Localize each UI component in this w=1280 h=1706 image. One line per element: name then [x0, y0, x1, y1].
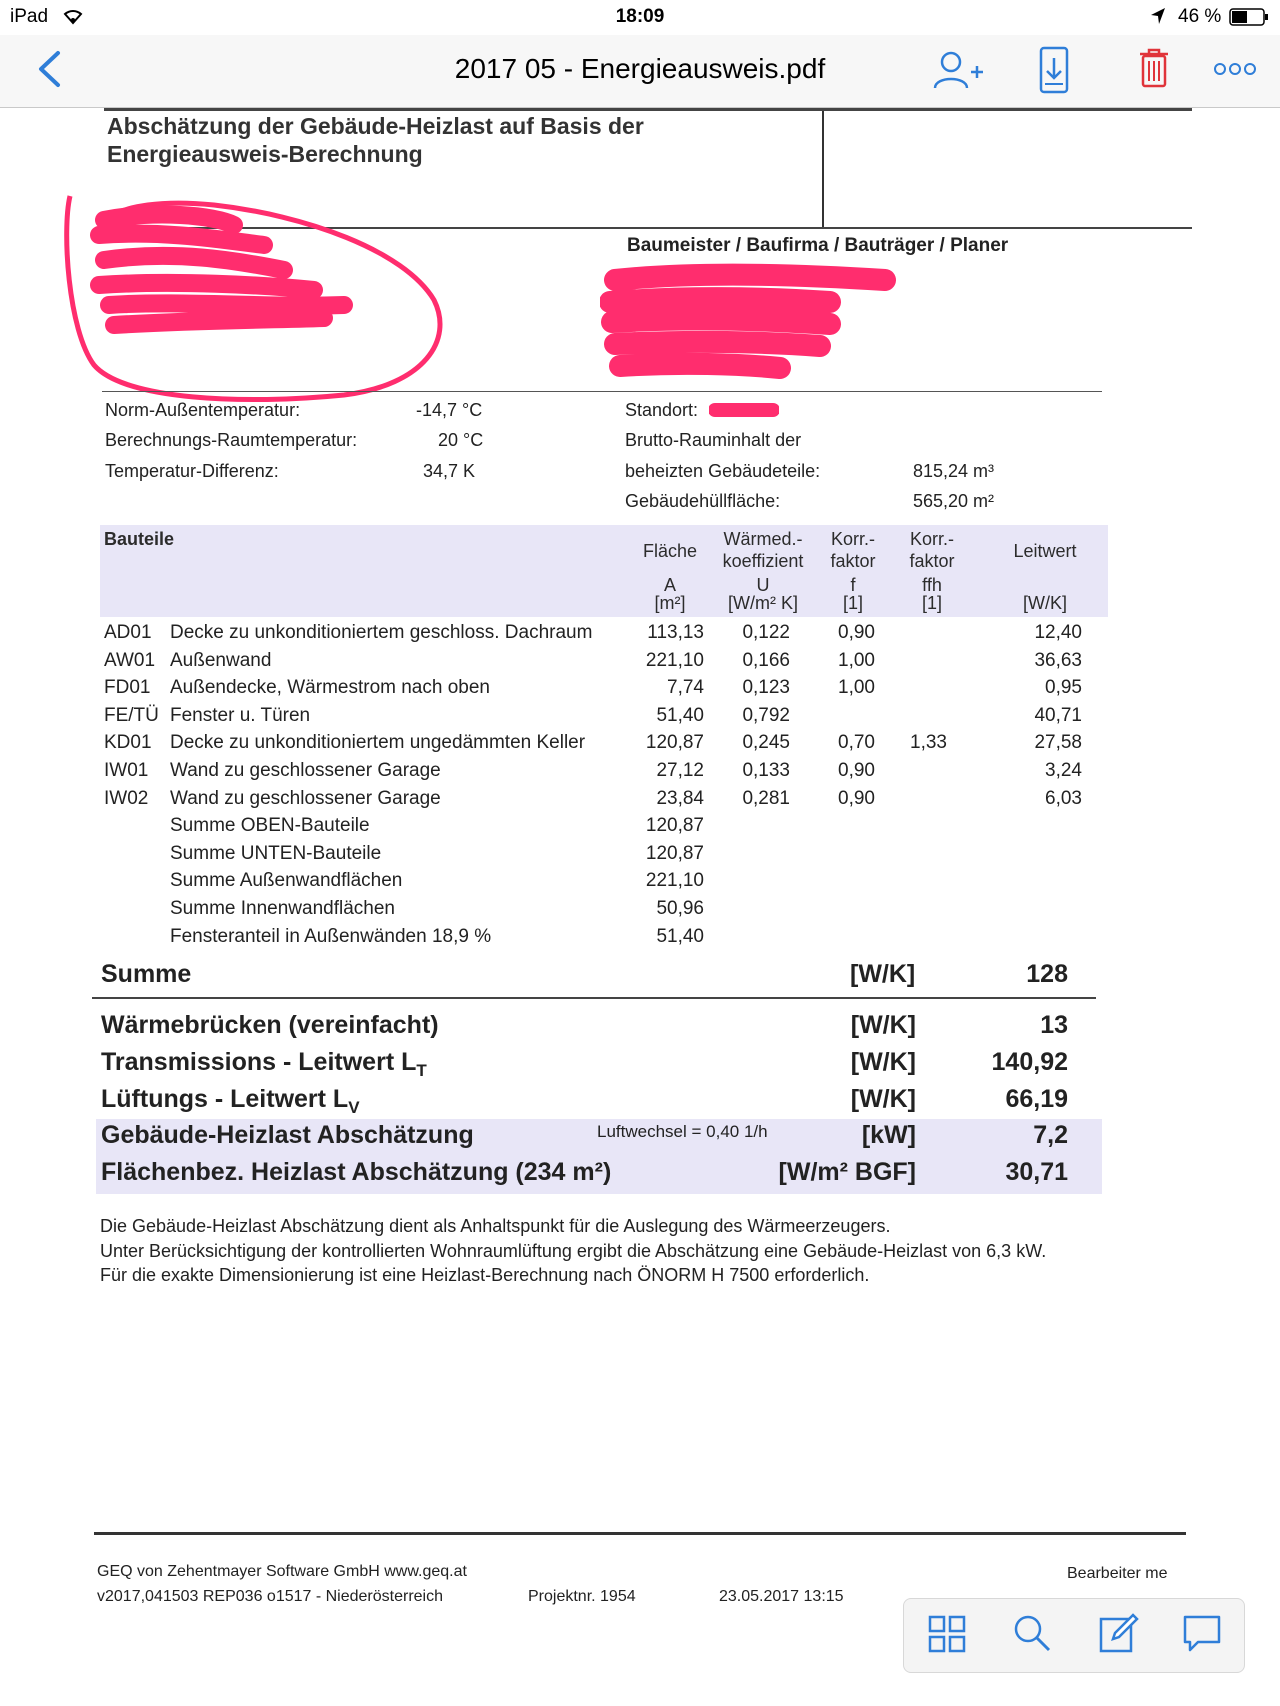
params-rule: [102, 391, 1102, 392]
cell-u: 0,133: [742, 760, 790, 781]
result-label-text: Gebäude-Heizlast Abschätzung: [101, 1121, 474, 1149]
cell-ffh: 1,33: [910, 732, 947, 754]
summe-unit: [W/K]: [850, 960, 916, 988]
table-row: [104, 898, 1104, 924]
battery-icon: [1229, 8, 1269, 31]
result-label-text: Wärmebrücken (vereinfacht): [101, 1011, 439, 1039]
annotate-edit-icon[interactable]: [1099, 1611, 1139, 1658]
cell-u: 0,166: [742, 649, 790, 671]
th-flaeche-sym: A: [663, 575, 676, 595]
cell-l: 12,40: [1034, 622, 1082, 643]
result-label: [101, 1011, 439, 1040]
result-label: [101, 1158, 611, 1187]
th-korr2-2: faktor: [909, 551, 955, 571]
cell-a: 7,74: [667, 677, 704, 699]
table-row: [104, 650, 1104, 676]
luftwechsel: Luftwechsel = 0,40 1/h: [597, 1122, 768, 1141]
param-label-diff: Temperatur-Differenz:: [105, 461, 279, 481]
cell-name: Wand zu geschlossener Garage: [170, 787, 441, 809]
param-value-norm: -14,7 °C: [416, 400, 483, 420]
result-value: 66,19: [1005, 1085, 1068, 1113]
cell-name: Außenwand: [170, 649, 272, 671]
cell-code: FE/TÜ: [104, 704, 159, 726]
cell-a: 120,87: [645, 842, 704, 864]
result-unit: [W/K]: [850, 1011, 916, 1039]
cell-name: Summe OBEN-Bauteile: [170, 815, 370, 837]
th-korr2-sym: ffh: [922, 575, 942, 595]
builder-label: Baumeister / Baufirma / Bauträger / Planer: [627, 235, 1009, 256]
note-1: Die Gebäude-Heizlast Abschätzung dient als Anhaltspunkt für die Auslegung des Wärmeerzeugers.: [100, 1216, 891, 1236]
result-unit: [W/K]: [850, 1085, 916, 1113]
result-value: 30,71: [1005, 1158, 1068, 1186]
cell-f: 0,70: [838, 732, 875, 754]
footer-rule: [94, 1532, 1186, 1535]
th-korr1-2: faktor: [830, 551, 876, 571]
cell-l: 0,95: [1045, 677, 1082, 699]
trash-icon[interactable]: [1139, 48, 1169, 93]
cell-name: Summe UNTEN-Bauteile: [170, 842, 382, 864]
heading-line1: Abschätzung der Gebäude-Heizlast auf Basis der: [107, 113, 644, 139]
result-label-subscript: V: [348, 1098, 360, 1117]
search-icon[interactable]: [1012, 1613, 1052, 1658]
th-korr2-1: Korr.-: [909, 529, 954, 549]
param-value-raum: 20 °C: [438, 430, 484, 450]
cell-name: Wand zu geschlossener Garage: [170, 760, 441, 781]
th-flaeche: Fläche: [642, 541, 698, 561]
result-label: [101, 1121, 474, 1150]
footer-projekt: Projektnr. 1954: [528, 1588, 636, 1605]
result-label-text: Flächenbez. Heizlast Abschätzung (234 m²): [101, 1158, 612, 1186]
cell-code: IW02: [104, 787, 149, 809]
cell-f: 1,00: [838, 649, 875, 671]
th-korr1-sym: f: [850, 575, 856, 595]
top-rule: [104, 108, 1192, 111]
param-label-norm: Norm-Außentemperatur:: [105, 400, 301, 420]
header-divider: [822, 111, 824, 229]
redaction-scribble-left: [64, 190, 454, 415]
cell-name: Fensteranteil in Außenwänden 18,9 %: [170, 925, 492, 947]
brutto-value: 815,24 m³: [913, 461, 995, 481]
summe-rule: [92, 997, 1096, 999]
th-bauteile: Bauteile: [104, 529, 175, 549]
cell-l: 40,71: [1034, 704, 1082, 726]
more-options-icon[interactable]: [1213, 62, 1257, 81]
cell-a: 221,10: [645, 870, 704, 892]
th-leitwert: Leitwert: [1013, 541, 1077, 561]
th-waermed-sym: U: [756, 575, 770, 595]
table-row: [104, 705, 1104, 731]
result-value: 140,92: [991, 1048, 1068, 1076]
footer-line1: GEQ von Zehentmayer Software GmbH www.geq.at: [97, 1563, 467, 1580]
cell-a: 50,96: [656, 898, 704, 919]
note-2: Unter Berücksichtigung der kontrollierten Wohnraumlüftung ergibt die Abschätzung eine Gebäude-Heizlast von 6,3 kW.: [100, 1241, 1047, 1261]
cell-l: 36,63: [1034, 649, 1082, 671]
cell-l: 6,03: [1045, 787, 1082, 809]
footer-bearbeiter: Bearbeiter me: [1067, 1565, 1168, 1582]
cell-name: Fenster u. Türen: [170, 704, 311, 726]
note-3: Für die exakte Dimensionierung ist eine Heizlast-Berechnung nach ÖNORM H 7500 erforderlich.: [100, 1265, 870, 1285]
comment-bubble-icon[interactable]: [1182, 1614, 1222, 1659]
table-row: [104, 870, 1104, 896]
table-row: [104, 815, 1104, 841]
cell-a: 27,12: [656, 760, 704, 781]
cell-name: Außendecke, Wärmestrom nach oben: [170, 677, 490, 699]
cell-a: 51,40: [656, 925, 704, 947]
brutto-label-2: beheizten Gebäudeteile:: [625, 461, 821, 481]
result-unit: [kW]: [861, 1121, 916, 1149]
result-unit: [W/K]: [850, 1048, 916, 1076]
cell-f: 0,90: [838, 787, 875, 809]
cell-f: 0,90: [838, 760, 875, 781]
cell-u: 0,281: [742, 787, 790, 809]
cell-u: 0,792: [742, 704, 790, 726]
summe-label: Summe: [101, 960, 192, 988]
th-waermed-2: koeffizient: [722, 551, 804, 571]
cell-code: AD01: [104, 622, 152, 643]
th-waermed-1: Wärmed.-: [723, 529, 803, 549]
param-value-diff: 34,7 K: [423, 461, 476, 481]
heading-line2: Energieausweis-Berechnung: [107, 141, 423, 167]
table-row: [104, 732, 1104, 758]
cell-a: 23,84: [656, 787, 704, 809]
th-korr1-1: Korr.-: [830, 529, 875, 549]
huell-value: 565,20 m²: [913, 491, 995, 511]
result-label-text: Lüftungs - Leitwert L: [101, 1085, 349, 1113]
standort-label: Standort:: [625, 400, 699, 420]
th-korr2-unit: [1]: [921, 593, 942, 613]
result-label: [101, 1085, 360, 1118]
th-waermed-unit: [W/m² K]: [728, 593, 798, 613]
cell-code: FD01: [104, 677, 151, 699]
result-label-text: Transmissions - Leitwert L: [101, 1048, 417, 1076]
th-flaeche-unit: [m²]: [654, 593, 686, 613]
cell-a: 113,13: [647, 622, 704, 643]
cell-code: IW01: [104, 760, 149, 781]
redaction-scribble-right: [600, 262, 900, 397]
cell-a: 51,40: [656, 704, 704, 726]
status-time: 18:09: [615, 6, 665, 27]
cell-a: 221,10: [645, 649, 704, 671]
cell-u: 0,245: [742, 732, 790, 754]
result-unit: [W/m² BGF]: [778, 1158, 916, 1186]
cell-name: Summe Außenwandflächen: [170, 870, 403, 892]
battery-percent: 46 %: [1178, 6, 1222, 27]
result-label: [101, 1048, 427, 1081]
result-label-subscript: T: [416, 1061, 427, 1080]
table-row: [104, 843, 1104, 869]
summe-value: 128: [1026, 960, 1068, 988]
device-label: iPad: [10, 6, 49, 27]
result-value: 13: [1040, 1011, 1068, 1039]
cell-f: 0,90: [838, 622, 875, 643]
th-korr1-unit: [1]: [842, 593, 863, 613]
th-leitwert-unit: [W/K]: [1023, 593, 1067, 613]
thumbnails-grid-icon[interactable]: [928, 1615, 966, 1658]
table-row: [104, 622, 1104, 648]
cell-code: AW01: [104, 649, 156, 671]
cell-u: 0,122: [742, 622, 790, 643]
add-person-icon[interactable]: [933, 50, 985, 95]
cell-name: Summe Innenwandflächen: [170, 898, 395, 919]
table-row: [104, 926, 1104, 952]
result-value: 7,2: [1033, 1121, 1068, 1149]
cell-f: 1,00: [838, 677, 875, 699]
document-title: 2017 05 - Energieausweis.pdf: [454, 53, 826, 84]
table-row: [104, 788, 1104, 814]
cell-u: 0,123: [742, 677, 790, 699]
footer-date: 23.05.2017 13:15: [719, 1588, 844, 1605]
cell-l: 27,58: [1034, 732, 1082, 754]
footer-line2: v2017,041503 REP036 o1517 - Niederösterreich: [97, 1588, 444, 1605]
cell-name: Decke zu unkonditioniertem ungedämmten Keller: [170, 732, 586, 754]
table-row: [104, 677, 1104, 703]
cell-l: 3,24: [1045, 760, 1082, 781]
cell-name: Decke zu unkonditioniertem geschloss. Dachraum: [170, 622, 593, 643]
huell-label: Gebäudehüllfläche:: [625, 491, 781, 511]
cell-a: 120,87: [645, 732, 704, 754]
table-row: [104, 760, 1104, 786]
redaction-standort: [709, 402, 779, 423]
cell-a: 120,87: [645, 815, 704, 837]
cell-code: KD01: [104, 732, 152, 754]
param-label-raum: Berechnungs-Raumtemperatur:: [105, 430, 358, 450]
brutto-label-1: Brutto-Rauminhalt der: [625, 430, 802, 450]
location-arrow-icon: [1150, 7, 1166, 30]
download-icon[interactable]: [1039, 46, 1069, 99]
